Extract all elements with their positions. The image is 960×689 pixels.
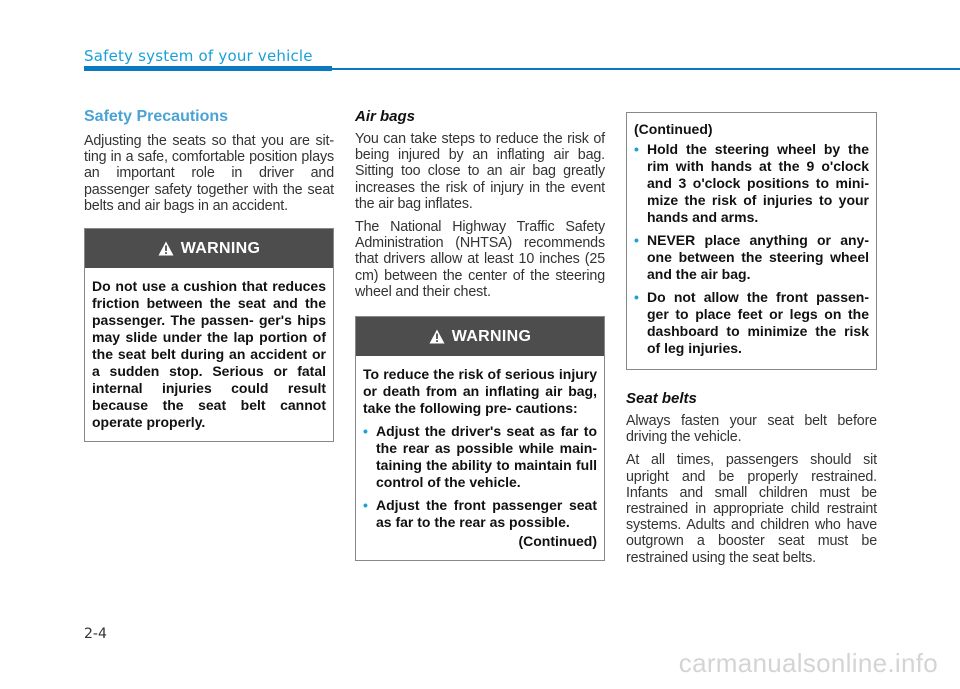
warning-triangle-icon — [429, 329, 445, 344]
warning-header — [85, 229, 333, 268]
warning-list — [634, 141, 869, 357]
paragraph-nhtsa: The National Highway Traffic Safety Administration (NHTSA) recommends that drivers allow at least 10 inches (25 cm) between the center of the steering wheel and their chest. — [355, 219, 605, 300]
warning-box-cushion — [84, 228, 334, 442]
page-number: 2-4 — [84, 626, 107, 642]
paragraph-seat-adjust: Adjusting the seats so that you are sit- ting in a safe, comfortable position plays an important role in driver and passenger safety together with the seat belts and air bags in an accident. — [84, 133, 334, 214]
column-2 — [355, 108, 605, 561]
warning-body — [85, 268, 333, 441]
warning-box-airbag — [355, 316, 605, 561]
header-rule — [332, 68, 960, 70]
list-item: • Adjust the driver's seat as far to the rear as possible while main- taining the ability to maintain full control of the vehicle. — [363, 423, 597, 491]
list-item: • NEVER place anything or any- one between the steering wheel and the air bag. — [634, 232, 869, 282]
list-item: • Adjust the front passenger seat as far to the rear as possible. — [363, 497, 597, 531]
section-header-title: Safety system of your vehicle — [84, 47, 313, 65]
warning-label: WARNING — [451, 327, 532, 345]
heading-seat-belts: Seat belts — [626, 390, 697, 407]
warning-label: WARNING — [180, 239, 261, 257]
warning-header — [356, 317, 604, 356]
watermark: carmanualsonline.info — [678, 648, 938, 678]
heading-air-bags: Air bags — [355, 108, 416, 125]
heading-safety-precautions: Safety Precautions — [84, 108, 229, 125]
paragraph-airbag-risk: You can take steps to reduce the risk of being injured by an inflating air bag. Sitting too close to an air bag greatly increases the risk of injury in the event the air bag inflates. — [355, 131, 605, 212]
list-item: • Do not allow the front passen- ger to place feet or legs on the dashboard to minimize the risk of leg injuries. — [634, 289, 869, 356]
warning-intro: To reduce the risk of serious injury or death from an inflating air bag, take the following pre- cautions: — [363, 366, 597, 417]
bullet-dot-icon: • — [634, 232, 639, 248]
bullet-dot-icon: • — [634, 289, 639, 305]
column-1 — [84, 108, 334, 442]
header-accent-bar — [84, 66, 332, 71]
bullet-dot-icon: • — [363, 423, 368, 440]
continued-label: (Continued) — [634, 121, 713, 137]
continued-note: (Continued) — [518, 533, 597, 550]
bullet-dot-icon: • — [634, 141, 639, 157]
warning-text: Do not use a cushion that reduces friction between the seat and the passenger. The passen- ger's hips may slide under the lap portion of the seat belt during an accident or a sudden stop. Serious or fatal internal injuries could result because the seat belt cannot operate properly. — [92, 278, 326, 431]
warning-box-continued — [626, 112, 877, 370]
warning-body — [356, 356, 604, 560]
paragraph-restraint: At all times, passengers should sit upright and be properly restrained. Infants and small children must be restrained in appropriate child restraint systems. Adults and children who have outgrown a booster seat must be restrained using the seat belts. — [626, 452, 877, 566]
warning-triangle-icon — [158, 241, 174, 256]
paragraph-fasten: Always fasten your seat belt before driving the vehicle. — [626, 413, 877, 446]
column-3 — [626, 112, 877, 573]
warning-list — [363, 423, 597, 531]
list-item: • Hold the steering wheel by the rim with hands at the 9 o'clock and 3 o'clock positions to mini- mize the risk of injuries to your hands and arms. — [634, 141, 869, 225]
warning-body — [627, 113, 876, 369]
bullet-dot-icon: • — [363, 497, 368, 514]
